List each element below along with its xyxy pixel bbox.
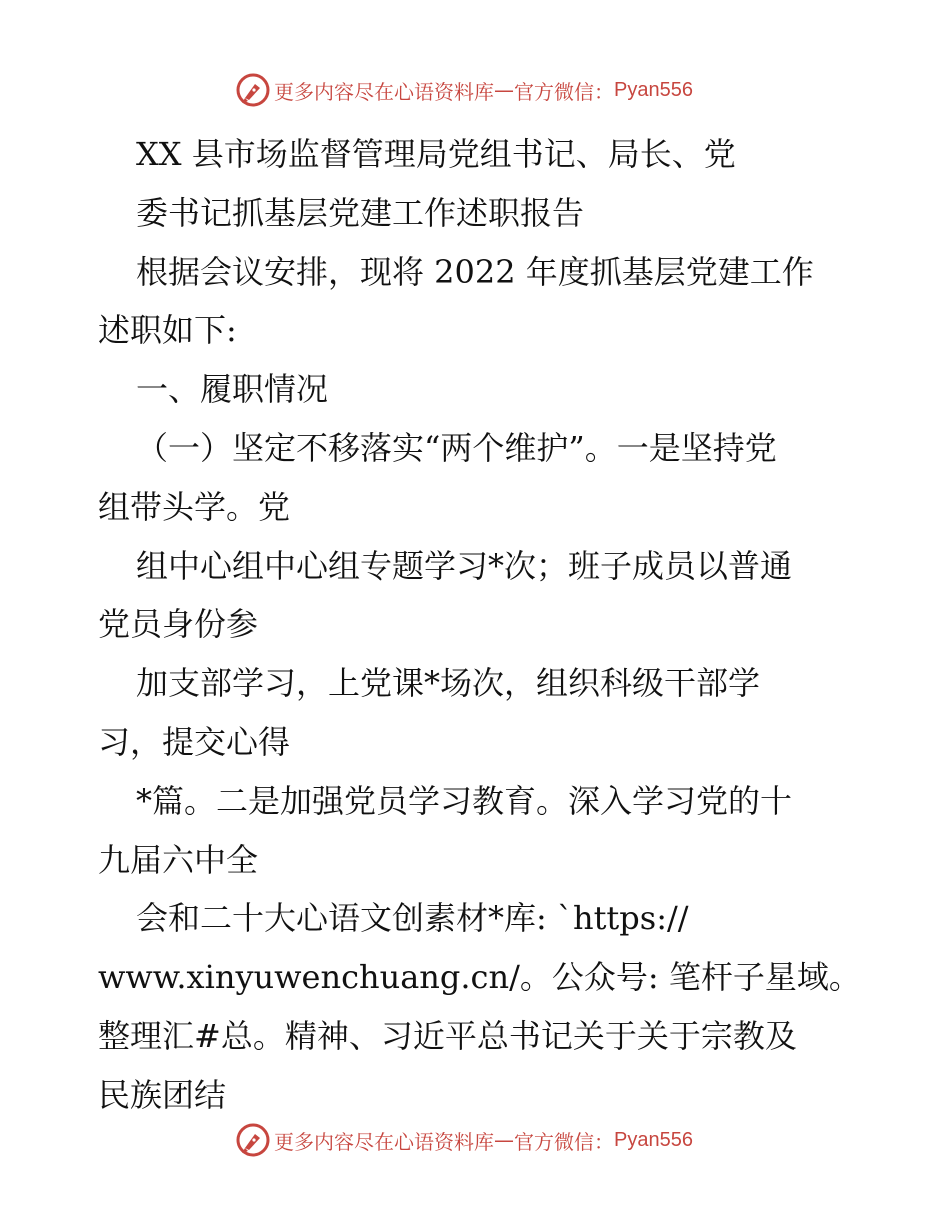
paragraph-line: 九届六中全	[98, 840, 259, 879]
title-line-1: XX 县市场监督管理局党组书记、局长、党	[136, 135, 736, 173]
banner-wechat-id: Pyan556	[614, 1128, 693, 1151]
section-heading: 一、履职情况	[136, 370, 329, 409]
paragraph-line: 整理汇#总。精神、习近平总书记关于关于宗教及	[98, 1016, 797, 1055]
paragraph-line: *篇。二是加强党员学习教育。深入学习党的十	[136, 781, 793, 820]
banner-text: 更多内容尽在心语资料库	[274, 1129, 494, 1154]
paragraph-line: 会和二十大心语文创素材*库: `https://	[136, 899, 689, 938]
paragraph-line: 习，提交心得	[98, 722, 291, 761]
title-line-2: 委书记抓基层党建工作述职报告	[136, 193, 585, 232]
paragraph-line: www.xinyuwenchuang.cn/。公众号: 笔杆子星域。	[98, 958, 861, 997]
paragraph-line: 党员身份参	[98, 605, 259, 644]
header-banner	[236, 73, 693, 107]
banner-wechat-label: 官方微信：	[514, 79, 614, 104]
document-body	[98, 125, 861, 1125]
pen-nib-logo-icon	[236, 73, 270, 107]
paragraph-line: 民族团结	[98, 1075, 227, 1114]
banner-separator: —	[494, 1128, 514, 1152]
paragraph-line: （一）坚定不移落实“两个维护”。一是坚持党	[136, 428, 777, 467]
paragraph-line: 组中心组中心组专题学习*次；班子成员以普通	[136, 546, 793, 585]
paragraph-line: 述职如下:	[98, 311, 237, 350]
banner-text: 更多内容尽在心语资料库	[274, 79, 494, 104]
pen-nib-logo-icon	[236, 1123, 270, 1157]
paragraph-line: 根据会议安排，现将 2022 年度抓基层党建工作	[136, 252, 814, 291]
paragraph-line: 组带头学。党	[98, 487, 291, 526]
footer-banner	[236, 1123, 693, 1157]
paragraph-line: 加支部学习，上党课*场次，组织科级干部学	[136, 664, 761, 703]
banner-wechat-label: 官方微信：	[514, 1129, 614, 1154]
banner-separator: —	[494, 78, 514, 102]
banner-wechat-id: Pyan556	[614, 78, 693, 101]
